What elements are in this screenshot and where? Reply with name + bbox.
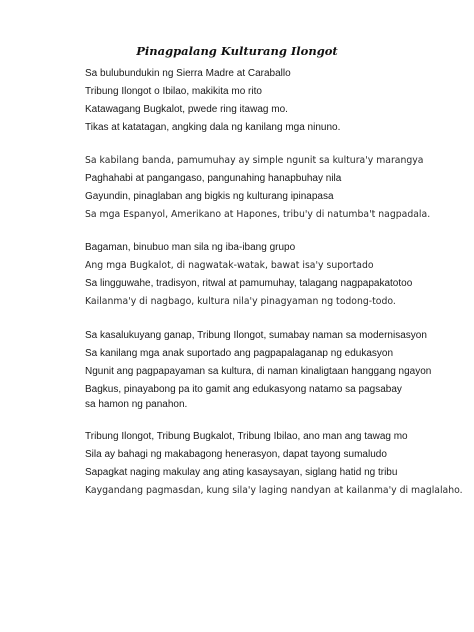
poem-line: Sa bulubundukin ng Sierra Madre at Caraballo	[85, 68, 291, 79]
poem-line: Sa kanilang mga anak suportado ang pagpapalaganap ng edukasyon	[85, 348, 394, 359]
poem-line: Tribung Ilongot, Tribung Bugkalot, Tribung Ibilao, ano man ang tawag mo	[85, 431, 408, 442]
poem-line: Gayundin, pinaglaban ang bigkis ng kulturang ipinapasa	[85, 191, 334, 202]
poem-line: Sa mga Espanyol, Amerikano at Hapones, tribu'y di natumba't nagpadala.	[85, 209, 431, 220]
poem-title: Pinagpalang Kulturang Ilongot	[136, 44, 338, 58]
poem-line: Ngunit ang pagpapayaman sa kultura, di naman kinaligtaan hanggang ngayon	[85, 366, 432, 377]
poem-line: Sa kasalukuyang ganap, Tribung Ilongot, sumabay naman sa modernisasyon	[85, 330, 427, 341]
poem-line: Bagkus, pinayabong pa ito gamit ang edukasyong natamo sa pagsabay sa hamon ng panahon.	[85, 384, 402, 410]
poem-line: Bagaman, binubuo man sila ng iba-ibang grupo	[85, 242, 296, 253]
poem-line: Sa lingguwahe, tradisyon, ritwal at pamumuhay, talagang nagpapakatotoo	[85, 278, 413, 289]
poem-line: Sa kabilang banda, pamumuhay ay simple ngunit sa kultura'y marangya	[85, 155, 424, 166]
poem-line: Tribung Ilongot o Ibilao, makikita mo rito	[85, 86, 262, 97]
poem-line: Sila ay bahagi ng makabagong henerasyon, dapat tayong sumaludo	[85, 449, 387, 460]
poem-line: Tikas at katatagan, angking dala ng kanilang mga ninuno.	[85, 122, 341, 133]
poem-line: Paghahabi at pangangaso, pangunahing hanapbuhay nila	[85, 173, 342, 184]
poem-line: Sapagkat naging makulay ang ating kasaysayan, siglang hatid ng tribu	[85, 467, 398, 478]
poem-line: Ang mga Bugkalot, di nagwatak-watak, bawat isa'y suportado	[85, 260, 374, 271]
poem-line: Kaygandang pagmasdan, kung sila'y laging nandyan at kailanma'y di maglalaho.	[85, 485, 463, 496]
poem-line: Katawagang Bugkalot, pwede ring itawag mo.	[85, 104, 288, 115]
poem-line: Kailanma'y di nagbago, kultura nila'y pinagyaman ng todong-todo.	[85, 296, 396, 307]
